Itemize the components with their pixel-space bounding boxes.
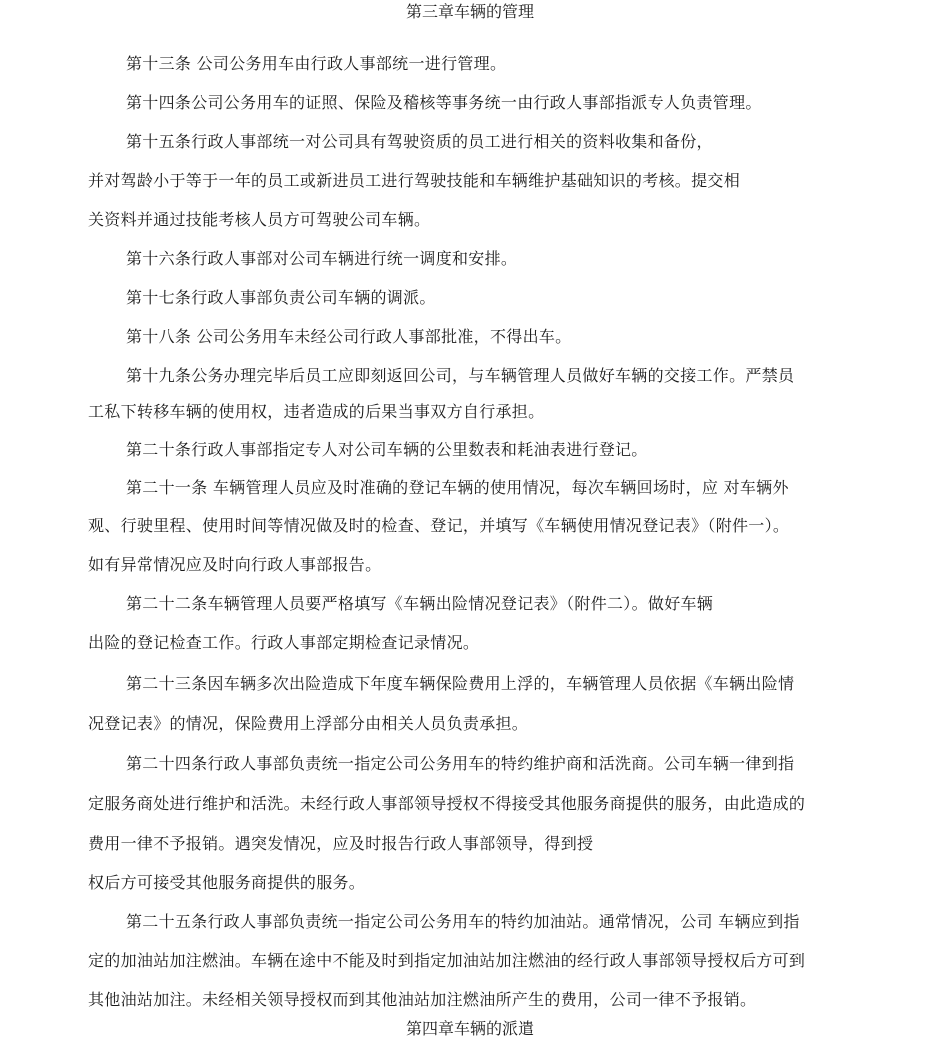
article-16-line-1: 第十六条行政人事部对公司车辆进行统一调度和安排。 — [126, 249, 518, 268]
article-19-line-1: 第十九条公务办理完毕后员工应即刻返回公司，与车辆管理人员做好车辆的交接工作。严禁员 — [126, 366, 795, 385]
article-25-line-3: 其他油站加注。未经相关领导授权而到其他油站加注燃油所产生的费用，公司一律不予报销。 — [88, 990, 757, 1009]
article-13-line-1: 第十三条 公司公务用车由行政人事部统一进行管理。 — [126, 54, 507, 73]
article-22-line-1: 第二十二条车辆管理人员要严格填写《车辆出险情况登记表》（附件二）。做好车辆 — [126, 594, 714, 613]
article-24-line-4: 权后方可接受其他服务商提供的服务。 — [88, 873, 366, 892]
article-17-line-1: 第十七条行政人事部负责公司车辆的调派。 — [126, 288, 436, 307]
article-25-line-2: 定的加油站加注燃油。车辆在途中不能及时到指定加油站加注燃油的经行政人事部领导授权后方可到 — [88, 951, 806, 970]
article-24-line-3: 费用一律不予报销。遇突发情况，应及时报告行政人事部领导，得到授 — [88, 834, 594, 853]
article-19-line-2: 工私下转移车辆的使用权，违者造成的后果当事双方自行承担。 — [88, 402, 545, 421]
article-22-line-2: 出险的登记检查工作。行政人事部定期检查记录情况。 — [88, 633, 480, 652]
article-18-line-1: 第十八条 公司公务用车未经公司行政人事部批准，不得出车。 — [126, 327, 572, 346]
article-24-line-2: 定服务商处进行维护和活洗。未经行政人事部领导授权不得接受其他服务商提供的服务，由此造成的 — [88, 794, 806, 813]
article-14-line-1: 第十四条公司公务用车的证照、保险及稽核等事务统一由行政人事部指派专人负责管理。 — [126, 93, 762, 112]
chapter-3-title: 第三章车辆的管理 — [405, 2, 534, 21]
article-24-line-1: 第二十四条行政人事部负责统一指定公司公务用车的特约维护商和活洗商。公司车辆一律到指 — [126, 754, 795, 773]
article-20-line-1: 第二十条行政人事部指定专人对公司车辆的公里数表和耗油表进行登记。 — [126, 440, 648, 459]
article-21-line-2: 观、行驶里程、使用时间等情况做及时的检查、登记，并填写《车辆使用情况登记表》（附件一）。 — [88, 516, 790, 535]
article-25-line-1: 第二十五条行政人事部负责统一指定公司公务用车的特约加油站。通常情况，公司 车辆应到指 — [126, 912, 800, 931]
chapter-4-title: 第四章车辆的派遣 — [405, 1019, 534, 1038]
article-15-line-1: 第十五条行政人事部统一对公司具有驾驶资质的员工进行相关的资料收集和备份， — [126, 132, 713, 151]
article-21-line-3: 如有异常情况应及时向行政人事部报告。 — [88, 555, 382, 574]
article-15-line-2: 并对驾龄小于等于一年的员工或新进员工进行驾驶技能和车辆维护基础知识的考核。提交相 — [88, 171, 741, 190]
article-23-line-2: 况登记表》的情况，保险费用上浮部分由相关人员负责承担。 — [88, 714, 529, 733]
article-23-line-1: 第二十三条因车辆多次出险造成下年度车辆保险费用上浮的，车辆管理人员依据《车辆出险情 — [126, 674, 795, 693]
article-21-line-1: 第二十一条 车辆管理人员应及时准确的登记车辆的使用情况，每次车辆回场时，应 对车辆外 — [126, 478, 789, 497]
article-15-line-3: 关资料并通过技能考核人员方可驾驶公司车辆。 — [88, 210, 431, 229]
